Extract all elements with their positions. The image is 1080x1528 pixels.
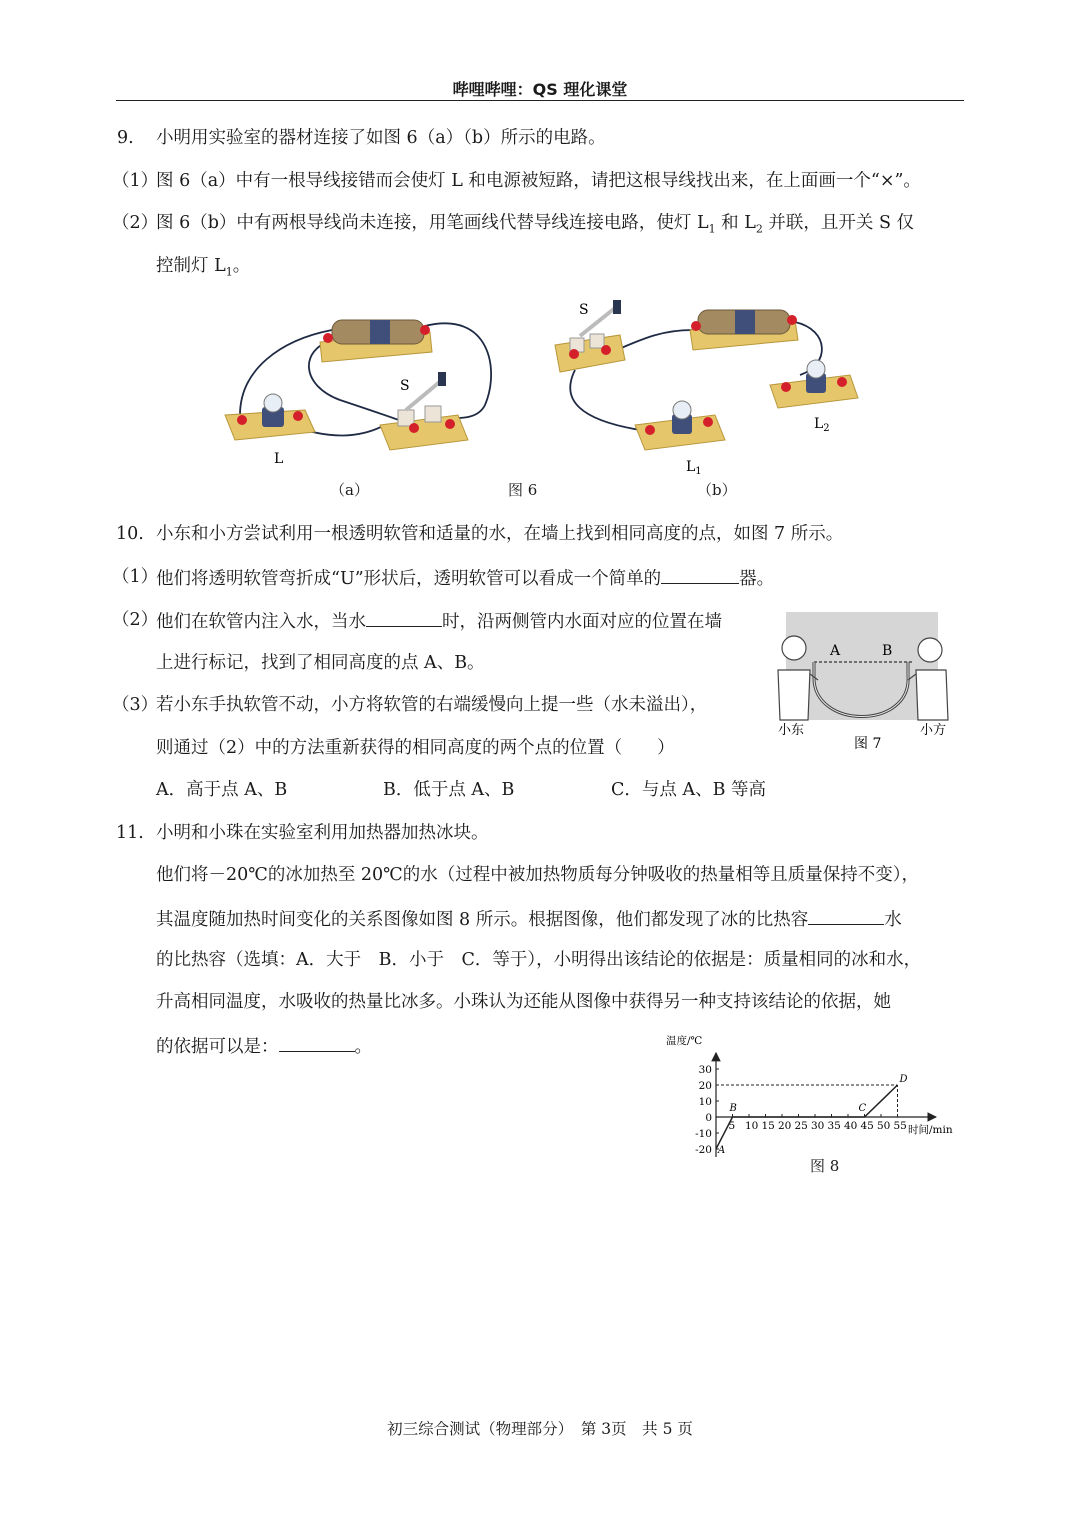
chart-point-label: B: [729, 1103, 737, 1114]
fig7-name-right: 小方: [920, 723, 947, 738]
q11-blank-2[interactable]: [279, 1033, 355, 1052]
q11-line5: 的依据可以是： 。: [156, 1033, 372, 1059]
chart-point-label: A: [718, 1145, 726, 1156]
q11-line2: 其温度随加热时间变化的关系图像如图 8 所示。根据图像，他们都发现了冰的比热容 水: [156, 906, 902, 932]
chart-x-tick-label: 5: [728, 1120, 736, 1132]
fig6a-switch-S: [380, 372, 468, 450]
q11-line1: 他们将－20℃的冰加热至 20℃的水（过程中被加热物质每分钟吸收的热量相等且质量保持不变），: [156, 865, 919, 885]
fig7-caption: 图 7: [854, 736, 882, 752]
chart-point-label: D: [899, 1074, 908, 1085]
chart-x-tick-label: 25: [794, 1120, 808, 1132]
page-header-title: 哔哩哔哩：QS 理化课堂: [452, 80, 628, 99]
chart-y-tick-label: 10: [698, 1096, 712, 1108]
fig8-caption: 图 8: [810, 1157, 840, 1175]
q11-line4: 升高相同温度，水吸收的热量比冰多。小珠认为还能从图像中获得另一种支持该结论的依据，她: [156, 992, 891, 1012]
page-footer: 初三综合测试（物理部分） 第 3页 共 5 页: [387, 1420, 693, 1438]
q9-part2-text-line2: 控制灯 $L_1$。: [156, 256, 251, 279]
q9-number: 9.: [117, 128, 134, 148]
fig6-caption-a: （a）: [330, 481, 369, 499]
q11-stem: 小明和小珠在实验室利用加热器加热冰块。: [156, 823, 489, 843]
chart-x-tick-label: 50: [877, 1120, 891, 1132]
fig6a-lamp-L: [225, 394, 315, 440]
fig7-label-B: B: [882, 643, 893, 659]
chart-x-tick-label: 35: [827, 1120, 841, 1132]
q10-part1-number: （1）: [112, 567, 159, 587]
figure-7-u-tube: [772, 610, 962, 758]
q11-blank-1[interactable]: [808, 906, 884, 925]
fig6b-label-S: S: [579, 302, 589, 318]
chart-y-tick-label: -10: [695, 1128, 712, 1140]
q9-part2-text: 图 6（b）中有两根导线尚未连接，用笔画线代替导线连接电路，使灯 $L_1$ 和 $L_2$ 并联，且开关 S 仅: [156, 213, 915, 236]
chart-y-tick-label: 30: [698, 1064, 712, 1076]
chart-x-tick-label: 55: [893, 1120, 907, 1132]
fig7-label-A: A: [830, 643, 841, 659]
chart-x-tick-label: 45: [860, 1120, 874, 1132]
fig6b-lamp-L1: [635, 401, 725, 450]
chart-y-tick-label: 0: [705, 1112, 712, 1124]
q9-part2-number: （2）: [112, 213, 159, 233]
chart-x-tick-label: 20: [778, 1120, 792, 1132]
q10-option-b: B．低于点 A、B: [383, 780, 515, 800]
q10-part2-text-line2: 上进行标记，找到了相同高度的点 A、B。: [156, 653, 485, 673]
q9-part1-number: （1）: [112, 171, 159, 191]
fig6b-lamp-L2: [770, 360, 858, 408]
fig6-caption: 图 6: [508, 481, 538, 499]
chart-y-label: 温度/℃: [666, 1035, 703, 1047]
header-divider: [116, 100, 964, 101]
q10-number: 10.: [116, 524, 144, 544]
q11-number: 11.: [116, 823, 144, 843]
fig6-caption-b: （b）: [697, 481, 737, 499]
chart-x-tick-label: 30: [811, 1120, 825, 1132]
chart-point-label: C: [858, 1103, 867, 1114]
q10-option-c: C．与点 A、B 等高: [611, 780, 767, 800]
q9-part1-text: 图 6（a）中有一根导线接错而会使灯 L 和电源被短路，请把这根导线找出来，在上面画一个“×”。: [156, 171, 921, 191]
fig6b-switch-S: [555, 300, 625, 372]
q10-option-a: A．高于点 A、B: [156, 780, 288, 800]
q11-line3: 的比热容（选填：A．大于 B．小于 C．等于），小明得出该结论的依据是：质量相同的冰和水，: [156, 950, 922, 970]
q10-part3-number: （3）: [112, 695, 159, 715]
chart-x-tick-label: 40: [844, 1120, 858, 1132]
chart-y-tick-label: 20: [698, 1080, 712, 1092]
q10-part3-text: 若小东手执软管不动，小方将软管的右端缓慢向上提一些（水未溢出），: [156, 695, 708, 715]
chart-x-tick-label: 15: [761, 1120, 775, 1132]
fig6b-battery: [690, 310, 798, 350]
fig6b-label-L1: $L_1$: [686, 459, 702, 477]
fig7-name-left: 小东: [778, 723, 805, 738]
fig6a-battery: [320, 320, 432, 362]
chart-y-tick-label: -20: [695, 1144, 712, 1156]
q10-part1-blank[interactable]: [661, 565, 739, 584]
q10-part2-blank[interactable]: [366, 608, 442, 627]
q10-stem: 小东和小方尝试利用一根透明软管和适量的水，在墙上找到相同高度的点，如图 7 所示。: [156, 524, 844, 544]
fig6b-label-L2: $L_2$: [814, 416, 830, 434]
q10-part2-number: （2）: [112, 610, 159, 630]
figure-6-circuits: [220, 290, 870, 490]
q10-part3-text-line2: 则通过（2）中的方法重新获得的相同高度的两个点的位置（ ）: [156, 738, 675, 758]
chart-x-label: 时间/min: [908, 1124, 953, 1136]
q10-part2-text: 他们在软管内注入水，当水 时，沿两侧管内水面对应的位置在墙: [156, 608, 722, 634]
chart-x-tick-label: 10: [745, 1120, 759, 1132]
q10-part1-text: 他们将透明软管弯折成“U”形状后，透明软管可以看成一个简单的 器。: [156, 565, 774, 591]
fig6a-label-L: L: [274, 451, 284, 467]
fig6a-label-S: S: [400, 378, 410, 394]
q9-stem: 小明用实验室的器材连接了如图 6（a）（b）所示的电路。: [156, 128, 606, 148]
